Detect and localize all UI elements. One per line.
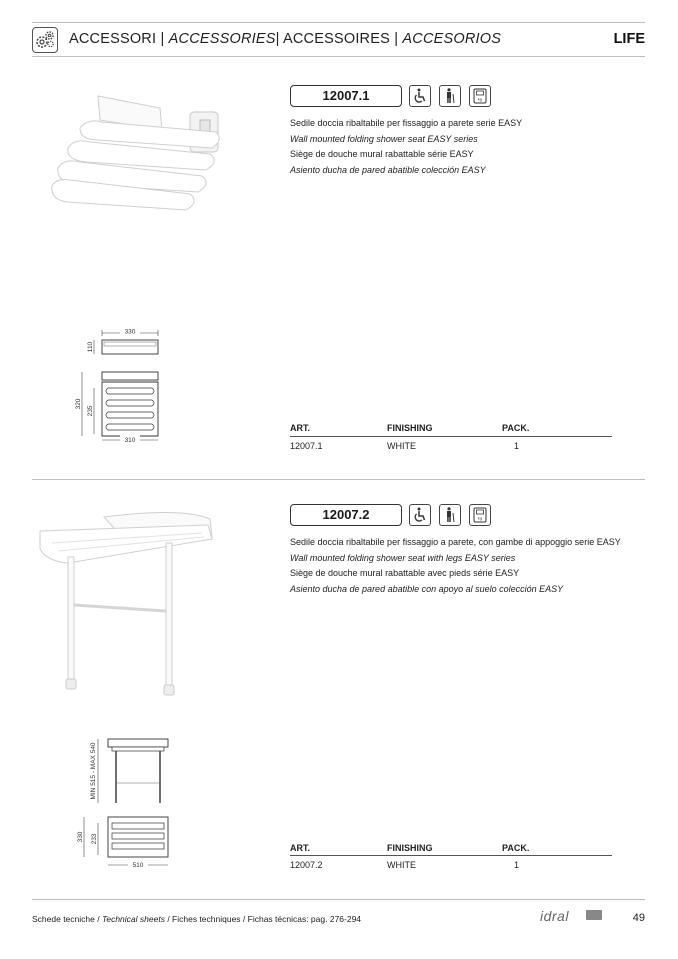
desc-en: Wall mounted folding shower seat EASY series (290, 133, 478, 144)
product-description (290, 116, 522, 178)
elderly-person-icon (439, 504, 461, 526)
wheelchair-icon (409, 85, 431, 107)
table-header-pack: PACK. (502, 423, 530, 433)
technical-drawing-12007-1 (72, 326, 182, 449)
table-header-art: ART. (290, 423, 310, 433)
desc-fr: Siège de douche mural rabattable série EASY (290, 149, 474, 159)
max-load-icon (469, 85, 491, 107)
table-cell-art: 12007.1 (290, 441, 323, 451)
table-header-art: ART. (290, 843, 310, 853)
elderly-person-icon (439, 85, 461, 107)
wheelchair-icon (409, 504, 431, 526)
table-cell-finishing: WHITE (387, 860, 416, 870)
product-code: 12007.2 (290, 504, 402, 526)
table-rule (290, 436, 612, 437)
table-header-finishing: FINISHING (387, 423, 433, 433)
brand-mark (586, 910, 602, 920)
category-fr: ACCESSOIRES (283, 31, 390, 47)
collection-name: LIFE (613, 31, 645, 47)
top-rule (32, 22, 645, 23)
header-rule (32, 56, 645, 57)
table-header-pack: PACK. (502, 843, 530, 853)
footer-text-en: Technical sheets (101, 914, 165, 924)
max-load-icon (469, 504, 491, 526)
product-image-12007-1 (40, 90, 230, 225)
product-description (290, 535, 621, 597)
table-cell-pack: 1 (514, 441, 520, 451)
dim-inner: 235 (87, 405, 94, 417)
footer-text-it: Schede tecniche / (32, 914, 102, 924)
brand-logo (540, 908, 604, 926)
dim-width: 330 (124, 328, 136, 336)
dim-seat-width: 310 (124, 437, 136, 444)
table-header-finishing: FINISHING (387, 843, 433, 853)
dim-total-depth: 320 (75, 398, 82, 410)
footer-note (32, 914, 361, 924)
svg-text:kg: kg (477, 515, 483, 521)
table-cell-pack: 1 (514, 860, 520, 870)
category-en: ACCESSORIES (168, 31, 276, 47)
page-number: 49 (632, 912, 645, 924)
category-es: ACCESORIOS (402, 31, 502, 47)
gears-icon (32, 27, 58, 53)
footer-text-rest: / Fiches techniques / Fichas técnicas: pag. 276-294 (164, 914, 362, 924)
table-rule (290, 855, 612, 856)
table-cell-finishing: WHITE (387, 441, 416, 451)
product-image-12007-2 (32, 505, 222, 705)
product-code: 12007.1 (290, 85, 402, 107)
dim-depth: 330 (77, 831, 84, 843)
svg-text:kg: kg (477, 96, 483, 102)
desc-es: Asiento ducha de pared abatible con apoyo al suelo colección EASY (290, 583, 564, 594)
desc-fr: Siège de douche mural rabattable avec pieds série EASY (290, 568, 520, 578)
section-divider (32, 479, 645, 480)
brand-name: idral (540, 908, 569, 924)
dim-height: MIN 515 - MAX 540 (90, 742, 97, 800)
dim-width: 510 (132, 862, 144, 869)
category-it: ACCESSORI (69, 31, 157, 47)
separator: | (394, 31, 399, 47)
separator: | (160, 31, 165, 47)
technical-drawing-12007-2 (78, 735, 188, 880)
dim-depth: 110 (87, 341, 94, 353)
desc-es: Asiento ducha de pared abatible colección EASY (290, 164, 486, 175)
desc-en: Wall mounted folding shower seat with legs EASY series (290, 552, 516, 563)
desc-it: Sedile doccia ribaltabile per fissaggio a parete serie EASY (290, 118, 523, 128)
footer-rule (32, 899, 645, 900)
desc-it: Sedile doccia ribaltabile per fissaggio a parete, con gambe di appoggio serie EASY (290, 537, 621, 547)
dim-inner: 233 (91, 833, 98, 845)
table-cell-art: 12007.2 (290, 860, 323, 870)
page-title (69, 31, 501, 47)
separator: | (275, 31, 280, 47)
